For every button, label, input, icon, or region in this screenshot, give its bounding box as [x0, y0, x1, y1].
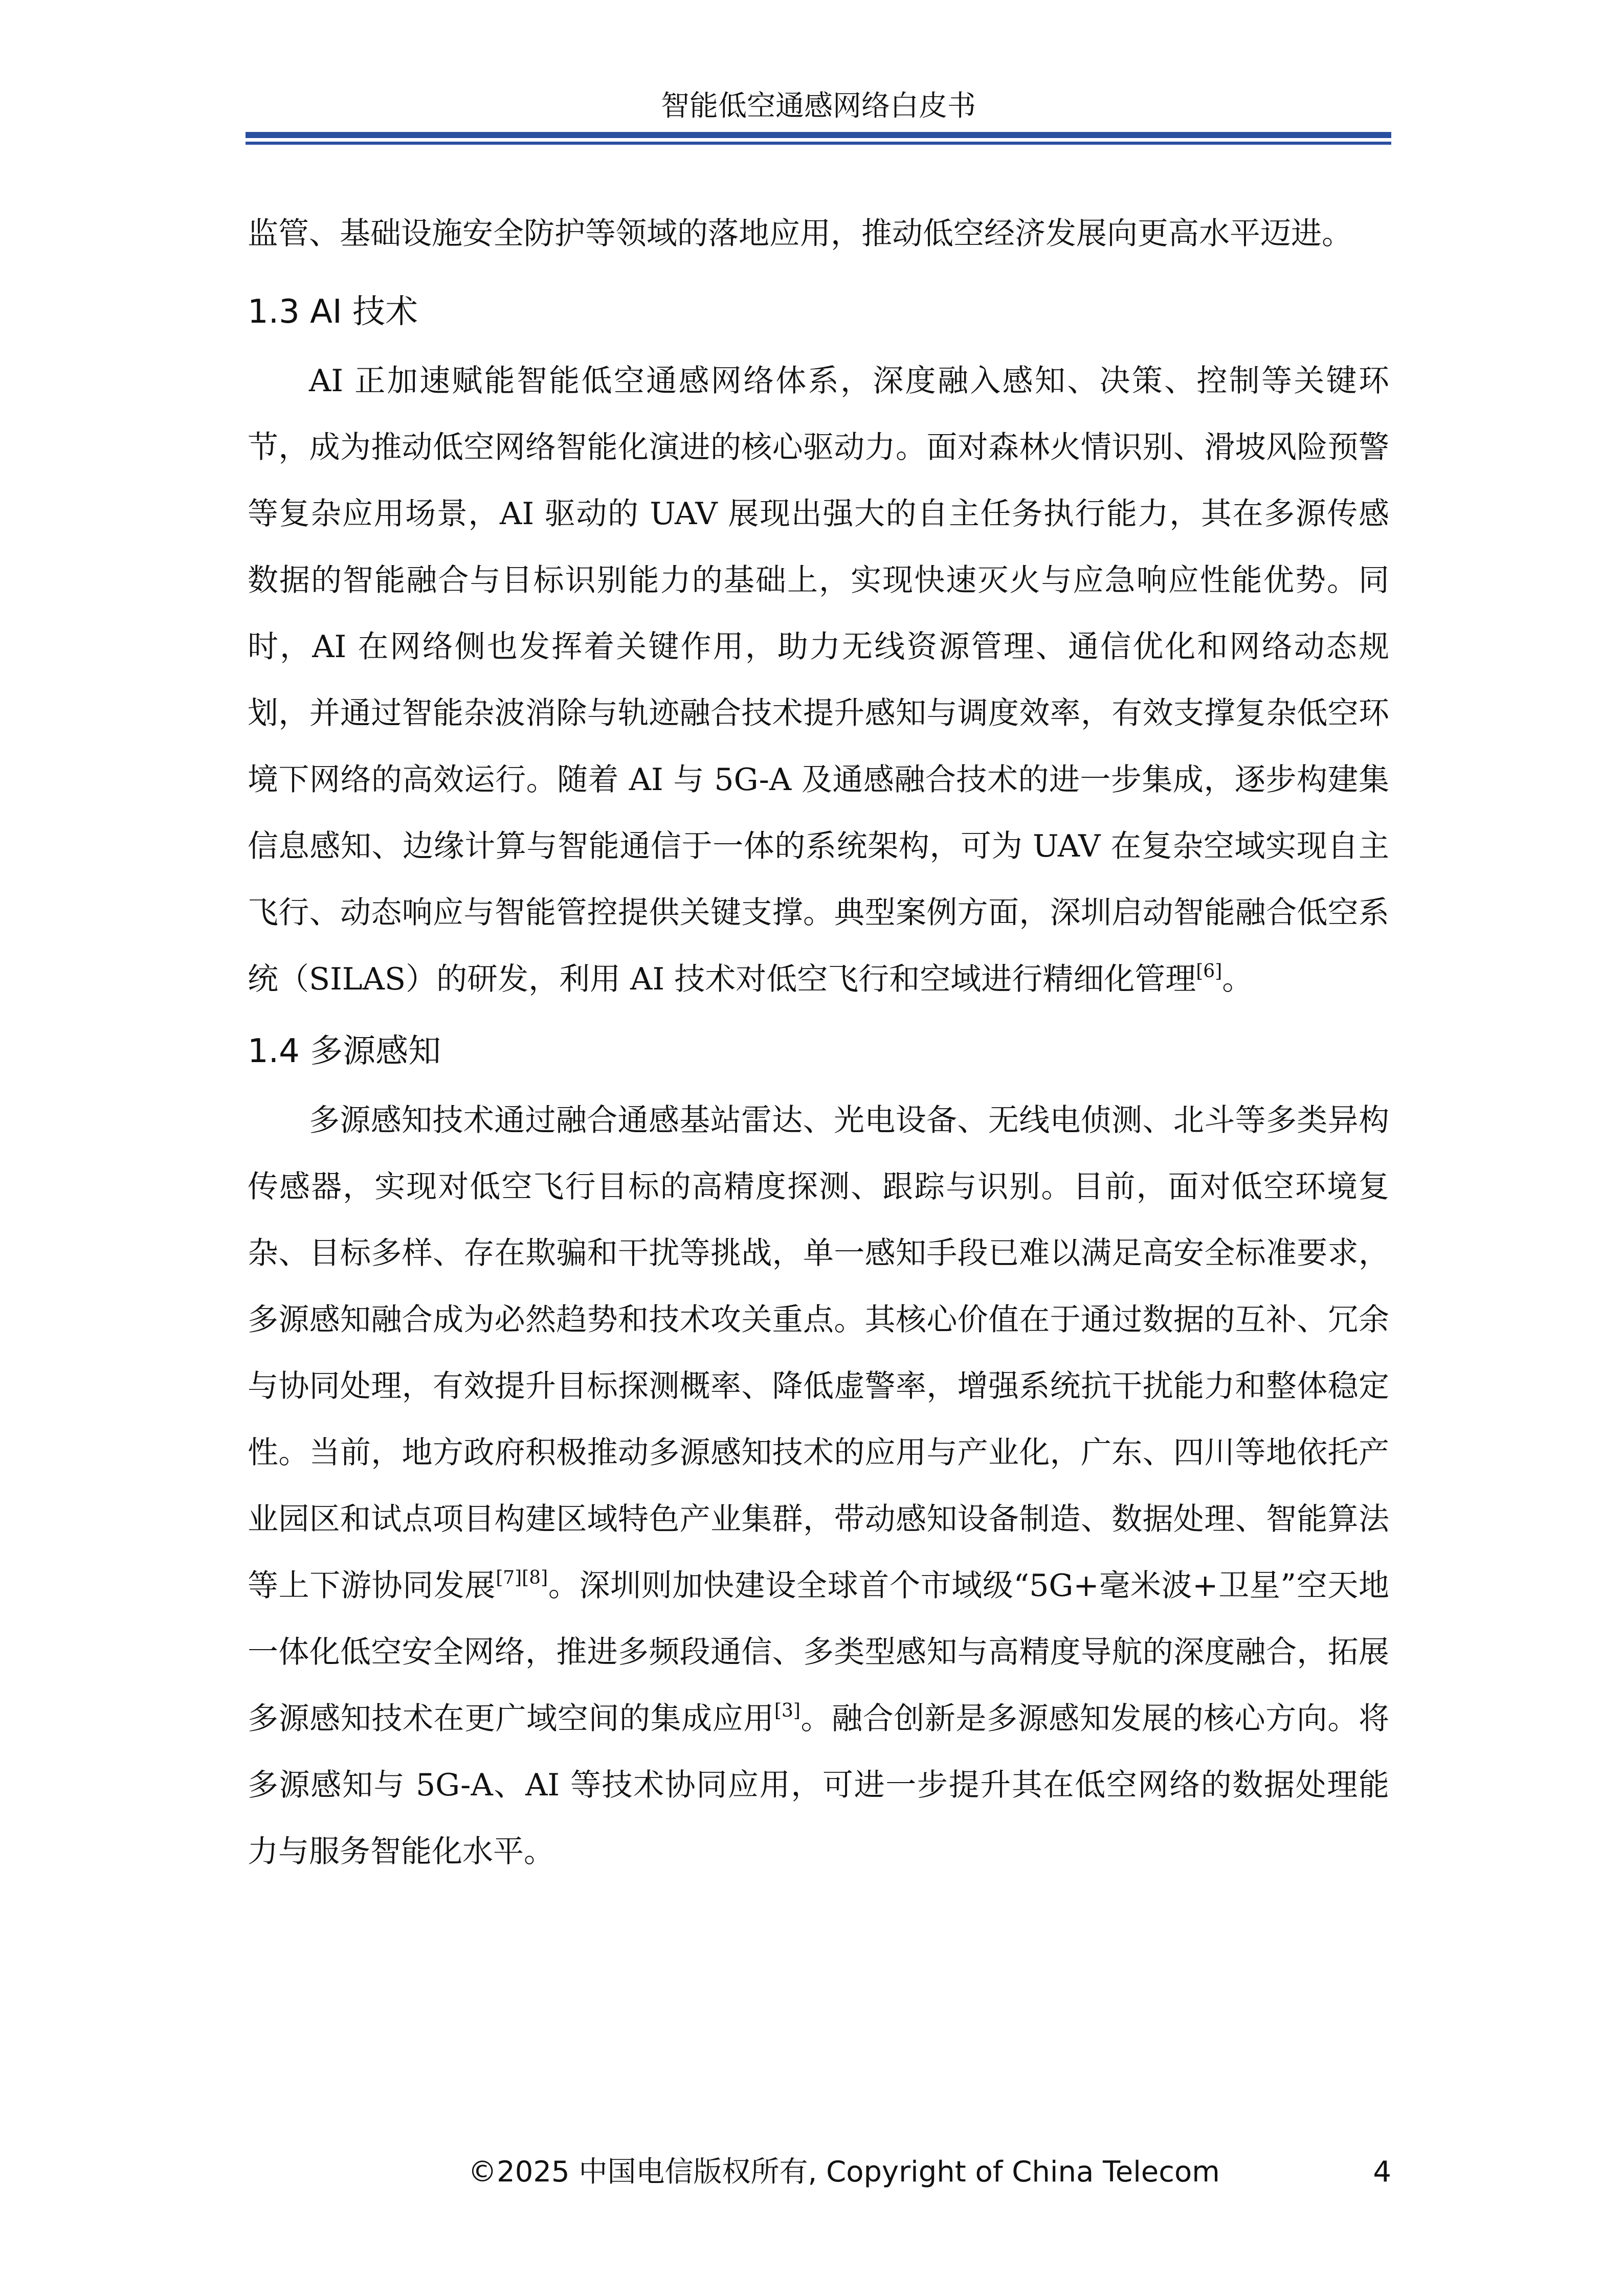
page-content	[248, 200, 1389, 1885]
citation-ref-7-8: [7][8]	[496, 1567, 548, 1588]
section-1-4-paragraph	[248, 1087, 1389, 1885]
header-rule-thin	[246, 142, 1391, 145]
section-1-3-text: AI 正加速赋能智能低空通感网络体系，深度融入感知、决策、控制等关键环节，成为推动低空网络智能化演进的核心驱动力。面对森林火情识别、滑坡风险预警等复杂应用场景，AI 驱动的 UAV 展现出强大的自主任务执行能力，其在多源传感数据的智能融合与目标识别能力的基础上，实现快速灭火与应急响应性能优势。同时，AI 在网络侧也发挥着关键作用，助力无线资源管理、通信优化和网络动态规划，并通过智能杂波消除与轨迹融合技术提升感知与调度效率，有效支撑复杂低空环境下网络的高效运行。随着 AI 与 5G-A 及通感融合技术的进一步集成，逐步构建集信息感知、边缘计算与智能通信于一体的系统架构，可为 UAV 在复杂空域实现自主飞行、动态响应与智能管控提供关键支撑。典型案例方面，深圳启动智能融合低空系统（SILAS）的研发，利用 AI 技术对低空飞行和空域进行精细化管理	[248, 363, 1389, 997]
section-1-4-text-part-3: 。融合创新是多源感知发展的核心方向。将多源感知与 5G-A、AI 等技术协同应用，可进一步提升其在低空网络的数据处理能力与服务智能化水平。	[248, 1701, 1390, 1870]
section-1-3-heading: 1.3 AI 技术	[248, 293, 418, 331]
intro-paragraph: 监管、基础设施安全防护等领域的落地应用，推动低空经济发展向更高水平迈进。	[248, 216, 1352, 252]
section-1-4-text-part-2: 。深圳则加快建设全球首个市域级“5G+毫米波+卫星”空天地一体化低空安全网络，推进多频段通信、多类型感知与高精度导航的深度融合，拓展多源感知技术在更广域空间的集成应用	[248, 1568, 1390, 1737]
header-title: 智能低空通感网络白皮书	[661, 89, 976, 123]
citation-ref-3: [3]	[774, 1700, 800, 1721]
citation-ref-6: [6]	[1196, 961, 1222, 982]
section-1-3-end: 。	[1222, 961, 1253, 997]
page-number: 4	[1373, 2155, 1391, 2189]
header-rule-thick	[246, 132, 1391, 138]
section-1-4-text-part-1: 多源感知技术通过融合通感基站雷达、光电设备、无线电侦测、北斗等多类异构传感器，实现对低空飞行目标的高精度探测、跟踪与识别。目前，面对低空环境复杂、目标多样、存在欺骗和干扰等挑战，单一感知手段已难以满足高安全标准要求，多源感知融合成为必然趋势和技术攻关重点。其核心价值在于通过数据的互补、冗余与协同处理，有效提升目标探测概率、降低虚警率，增强系统抗干扰能力和整体稳定性。当前，地方政府积极推动多源感知技术的应用与产业化，广东、四川等地依托产业园区和试点项目构建区域特色产业集群，带动感知设备制造、数据处理、智能算法等上下游协同发展	[248, 1102, 1389, 1604]
spacer	[248, 267, 1389, 276]
section-1-3-paragraph	[248, 348, 1389, 1012]
footer-copyright: ©2025 中国电信版权所有, Copyright of China Telecom	[468, 2155, 1220, 2189]
section-1-4-heading: 1.4 多源感知	[248, 1032, 441, 1070]
